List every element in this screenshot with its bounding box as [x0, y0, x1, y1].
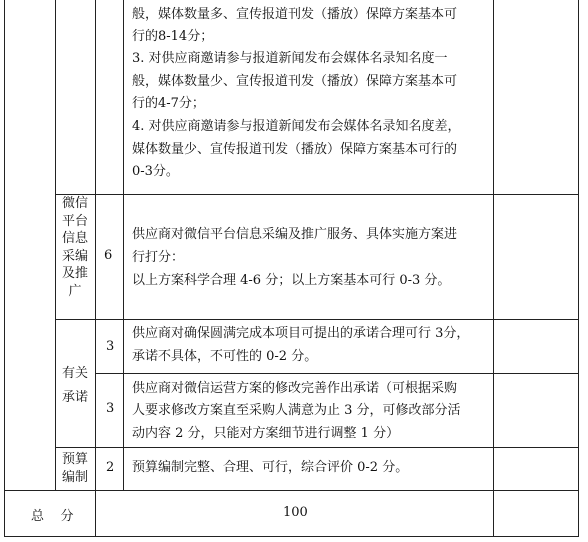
notes-column-divider	[493, 0, 494, 537]
criteria-line: 供应商对微信运营方案的修改完善作出承诺（可根据采购	[132, 381, 458, 396]
category-line: 编制	[61, 469, 88, 485]
criteria-line: 3. 对供应商邀请参与报道新闻发布会媒体名录知名度一	[132, 51, 448, 66]
category-line: 微信	[61, 196, 88, 211]
category-line: 广	[68, 283, 82, 299]
score-column-divider	[123, 0, 124, 490]
category-column-divider	[95, 0, 96, 537]
criteria-line: 4. 对供应商邀请参与报道新闻发布会媒体名录知名度差，	[132, 119, 461, 134]
category-line: 平台	[61, 213, 88, 229]
criteria-line: 动内容 2 分，只能对方案细节进行调整 1 分）	[132, 426, 400, 441]
table-border-bottom	[4, 536, 579, 537]
table-border-right	[578, 0, 579, 537]
row-divider	[4, 490, 579, 491]
criteria-line: 承诺不具体，不可性的 0-2 分。	[132, 349, 318, 364]
table-border-left	[4, 0, 5, 537]
total-value: 100	[283, 505, 308, 520]
criteria-line: 以上方案科学合理 4-6 分；以上方案基本可行 0-3 分。	[132, 273, 451, 288]
criteria-line: 人要求修改方案直至采购人满意为止 3 分，可修改部分活	[132, 403, 461, 418]
category-line: 信息	[61, 231, 88, 246]
row-divider	[95, 373, 579, 374]
score-commitment-2: 3	[106, 401, 115, 416]
category-line: 采编	[61, 248, 88, 264]
criteria-line: 媒体数量少、宣传报道刊发（播放）保障方案基本可行的	[132, 142, 458, 157]
score-wechat: 6	[104, 248, 113, 263]
row-divider	[55, 194, 579, 195]
score-budget: 2	[106, 460, 115, 475]
criteria-line: 预算编制完整、合理、可行，综合评价 0-2 分。	[132, 460, 409, 475]
category-line: 预算	[61, 452, 88, 467]
criteria-line: 供应商对确保圆满完成本项目可提出的承诺合理可行 3分，	[132, 326, 470, 341]
category-commitment	[57, 362, 93, 410]
table-border-inner-left	[55, 0, 56, 490]
row-divider	[55, 319, 579, 320]
row-divider	[55, 447, 579, 448]
criteria-line: 行打分：	[132, 250, 185, 265]
criteria-line: 行的8-14分；	[132, 29, 214, 44]
criteria-line: 行的4-7分；	[132, 96, 205, 111]
category-wechat	[57, 195, 93, 300]
criteria-line: 供应商对微信平台信息采编及推广服务、具体实施方案进	[132, 227, 458, 242]
criteria-line: 般，媒体数量多、宣传报道刊发（播放）保障方案基本可	[132, 7, 458, 22]
category-budget	[57, 451, 93, 486]
category-line: 有关	[61, 366, 88, 381]
criteria-line: 0-3分。	[132, 164, 179, 179]
category-line: 承诺	[61, 390, 88, 405]
criteria-line: 般，媒体数量少、宣传报道刊发（播放）保障方案基本可	[132, 74, 458, 89]
total-label: 总 分	[31, 509, 74, 524]
score-commitment-1: 3	[106, 339, 115, 354]
category-line: 及推	[61, 266, 88, 281]
